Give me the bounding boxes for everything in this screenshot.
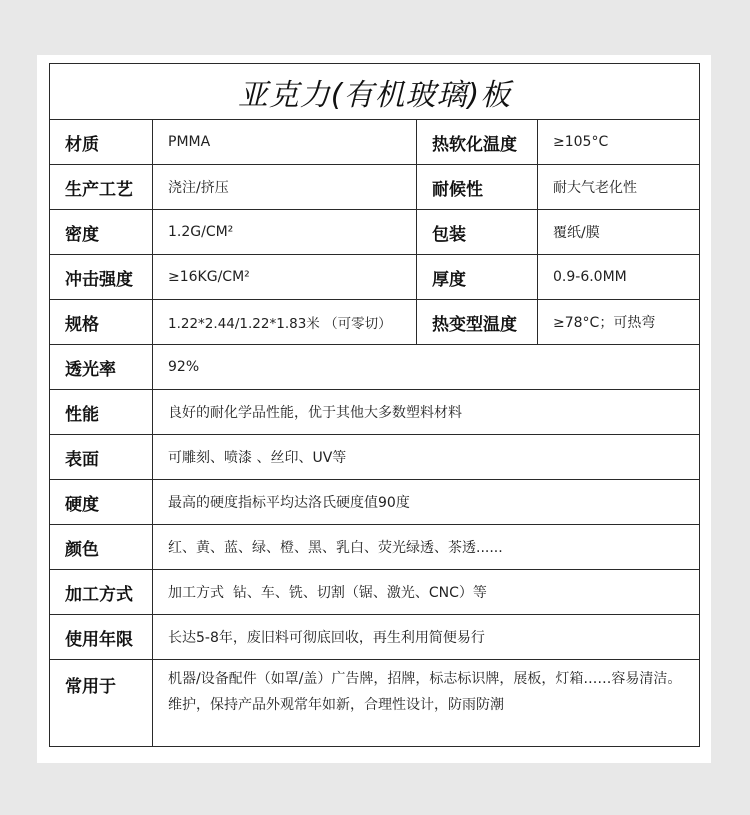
spec-table <box>49 63 700 747</box>
row-label: 生产工艺 <box>50 165 153 210</box>
row-value: ≥16KG/CM² <box>153 255 417 300</box>
row-label: 密度 <box>50 210 153 255</box>
row-value: 良好的耐化学品性能，优于其他大多数塑料材料 <box>153 390 700 435</box>
row-label: 透光率 <box>50 345 153 390</box>
table-row <box>50 435 700 480</box>
row-label: 使用年限 <box>50 615 153 660</box>
row-value: 红、黄、蓝、绿、橙、黑、乳白、荧光绿透、茶透...... <box>153 525 700 570</box>
row-value-2: ≥78°C；可热弯 <box>538 300 700 345</box>
title-row <box>50 64 700 120</box>
table-row <box>50 390 700 435</box>
row-label: 冲击强度 <box>50 255 153 300</box>
table-row <box>50 525 700 570</box>
row-value-2: 覆纸/膜 <box>538 210 700 255</box>
row-label: 表面 <box>50 435 153 480</box>
spec-sheet <box>37 55 711 763</box>
row-value: 1.2G/CM² <box>153 210 417 255</box>
row-value: 92% <box>153 345 700 390</box>
row-value: 机器/设备配件（如罩/盖）广告牌，招牌，标志标识牌，展板，灯箱……容易清洁。维护，保持产品外观常年如新，合理性设计，防雨防潮 <box>153 660 700 747</box>
row-value-2: 耐大气老化性 <box>538 165 700 210</box>
table-row <box>50 480 700 525</box>
row-value: 长达5-8年，废旧料可彻底回收，再生利用简便易行 <box>153 615 700 660</box>
row-value: 可雕刻、喷漆 、丝印、UV等 <box>153 435 700 480</box>
table-row <box>50 210 700 255</box>
row-label: 材质 <box>50 120 153 165</box>
row-value-2: ≥105°C <box>538 120 700 165</box>
table-row <box>50 570 700 615</box>
row-label: 颜色 <box>50 525 153 570</box>
row-label: 硬度 <box>50 480 153 525</box>
page-title: 亚克力(有机玻璃)板 <box>50 64 700 120</box>
table-row <box>50 615 700 660</box>
row-value: 1.22*2.44/1.22*1.83米 （可零切） <box>153 300 417 345</box>
table-row <box>50 660 700 747</box>
row-label: 性能 <box>50 390 153 435</box>
row-label-2: 耐候性 <box>417 165 538 210</box>
row-label-2: 厚度 <box>417 255 538 300</box>
row-label: 加工方式 <box>50 570 153 615</box>
row-label-2: 包装 <box>417 210 538 255</box>
row-value: 最高的硬度指标平均达洛氏硬度值90度 <box>153 480 700 525</box>
row-value: PMMA <box>153 120 417 165</box>
table-row <box>50 255 700 300</box>
row-value: 加工方式 钻、车、铣、切割（锯、激光、CNC）等 <box>153 570 700 615</box>
table-row <box>50 120 700 165</box>
row-value-2: 0.9-6.0MM <box>538 255 700 300</box>
table-row <box>50 345 700 390</box>
row-value: 浇注/挤压 <box>153 165 417 210</box>
row-label: 规格 <box>50 300 153 345</box>
row-label: 常用于 <box>50 660 153 747</box>
table-row <box>50 300 700 345</box>
row-label-2: 热软化温度 <box>417 120 538 165</box>
row-label-2: 热变型温度 <box>417 300 538 345</box>
table-row <box>50 165 700 210</box>
